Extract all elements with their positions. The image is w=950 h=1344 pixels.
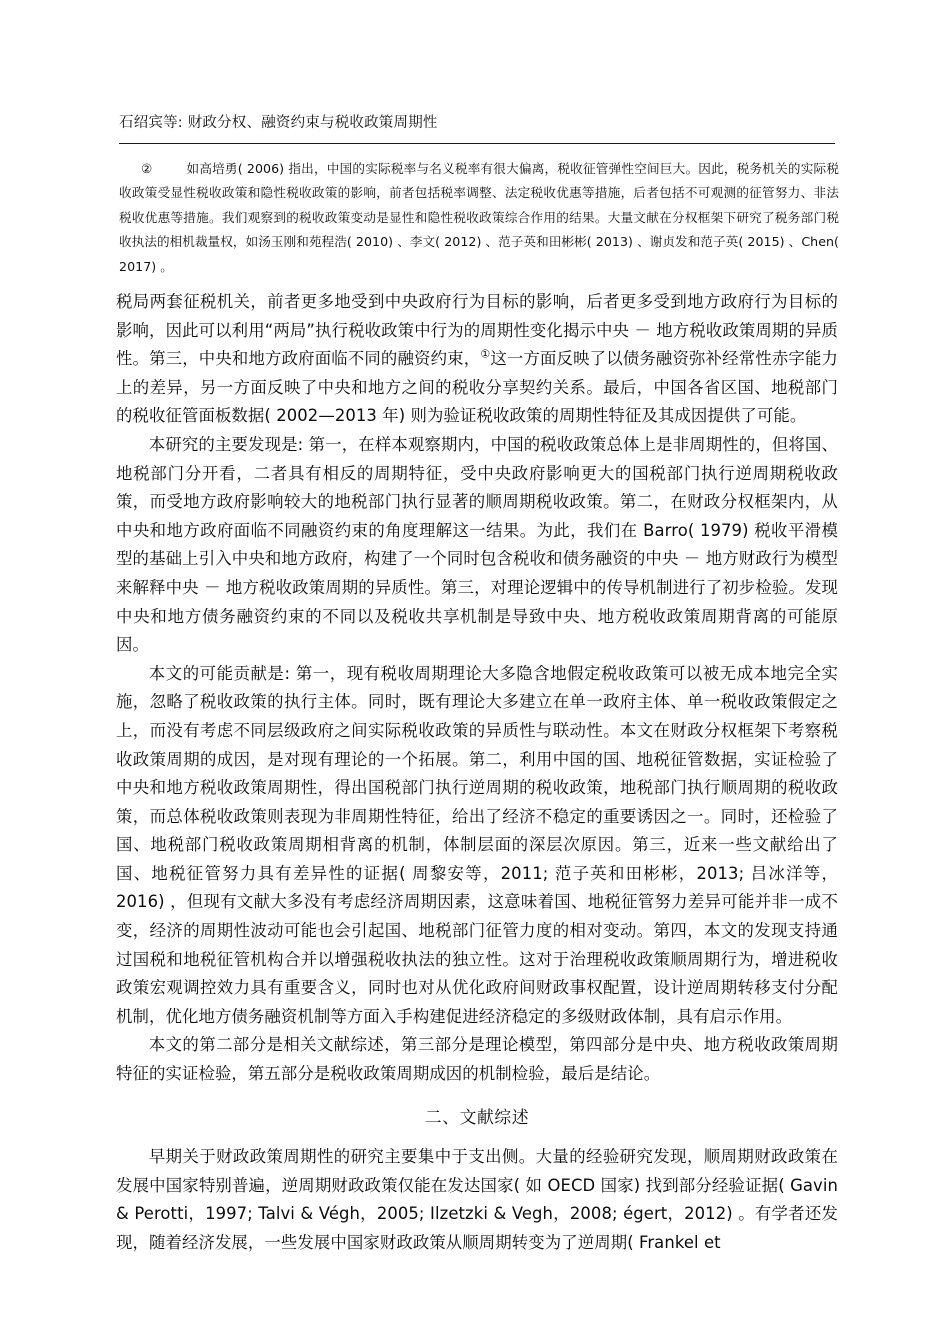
paragraph-continuation-run-before: 税局两套征税机关，前者更多地受到中央政府行为目标的影响，后者更多受到地方政府行为目标的影响，因此可以利用“两局”执行税收政策中行为的周期性变化揭示中央 － 地方税收政策周期的异质性。第三，中央和地方政府面临不同的融资约束， <box>116 292 838 369</box>
running-head <box>119 113 835 133</box>
footnote-text: 如高培勇( 2006) 指出，中国的实际税率与名义税率有很大偏离，税收征管弹性空间巨大。因此，税务机关的实际税收政策受显性税收政策和隐性税收政策的影响，前者包括税率调整、法定税收优惠等措施，后者包括不可观测的征管努力、非法税收优惠等措施。我们观察到的税收政策变动是显性和隐性税收政策综合作用的结果。大量文献在分权框架下研究了税务部门税收执法的相机裁量权，如汤玉刚和苑程浩( 2010) 、李文( 2012) 、范子英和田彬彬( 2013) 、谢贞发和范子英( 2015) 、Chen( 2017) 。 <box>119 161 839 274</box>
paragraph-structure: 本文的第二部分是相关文献综述，第三部分是理论模型，第四部分是中央、地方税收政策周期特征的实证检验，第五部分是税收政策周期成因的机制检验，最后是结论。 <box>116 1035 838 1084</box>
paragraph-continuation <box>116 288 838 431</box>
paragraph-literature-intro: 早期关于财政政策周期性的研究主要集中于支出侧。大量的经验研究发现，顺周期财政政策在发展中国家特别普遍，逆周期财政政策仅能在发达国家( 如 OECD 国家) 找到部分经验证据( Gavin & Perotti，1997; Talvi & Végh，2005; Ilzetzki & Vegh，2008; égert，2012) 。有学者还发现，随着经济发展，一些发展中国家财政政策从顺周期转变为了逆周期( Frankel et <box>116 1147 838 1252</box>
running-head-text: 石绍宾等: 财政分权、融资约束与税收政策周期性 <box>119 115 438 131</box>
footnote-item <box>119 157 839 279</box>
footnote-reference-icon: ① <box>480 347 491 361</box>
header-divider <box>119 143 835 144</box>
section-spacer-bottom <box>116 1131 838 1143</box>
paragraph-continuation-run-after: 这一方面反映了以债务融资弥补经常性赤字能力上的差异，另一方面反映了中央和地方之间的税收分享契约关系。最后，中国各省区国、地税部门的税收征管面板数据( 2002—2013 年) 则为验证税收政策的周期性特征及其成因提供了可能。 <box>116 349 838 426</box>
section-spacer-top <box>116 1089 838 1103</box>
section-heading-literature-review: 二、文献综述 <box>424 1106 530 1127</box>
paragraph-main-findings: 本研究的主要发现是: 第一，在样本观察期内，中国的税收政策总体上是非周期性的，但将国、地税部门分开看，二者具有相反的周期特征，受中央政府影响更大的国税部门执行逆周期税收政策，而受地方政府影响较大的地税部门执行显著的顺周期税收政策。第二，在财政分权框架内，从中央和地方政府面临不同融资约束的角度理解这一结果。为此，我们在 Barro( 1979) 税收平滑模型的基础上引入中央和地方政府，构建了一个同时包含税收和债务融资的中央 － 地方财政行为模型来解释中央 － 地方税收政策周期的异质性。第三，对理论逻辑中的传导机制进行了初步检验。发现中央和地方债务融资约束的不同以及税收共享机制是导致中央、地方税收政策周期背离的可能原因。 <box>116 434 838 655</box>
body-column <box>116 288 838 1258</box>
footnote-marker: ② <box>141 161 153 176</box>
footnote-block <box>119 157 839 279</box>
paragraph-contributions: 本文的可能贡献是: 第一，现有税收周期理论大多隐含地假定税收政策可以被无成本地完全实施，忽略了税收政策的执行主体。同时，既有理论大多建立在单一政府主体、单一税收政策假定之上，而没有考虑不同层级政府之间实际税收政策的异质性与联动性。本文在财政分权框架下考察税收政策周期的成因，是对现有理论的一个拓展。第二，利用中国的国、地税征管数据，实证检验了中央和地方税收政策周期性，得出国税部门执行逆周期的税收政策，地税部门执行顺周期的税收政策，而总体税收政策则表现为非周期性特征，给出了经济不稳定的重要诱因之一。同时，还检验了国、地税部门税收政策周期相背离的机制，体制层面的深层次原因。第三，近来一些文献给出了国、地税征管努力具有差异性的证据( 周黎安等，2011; 范子英和田彬彬，2013; 吕冰洋等，2016) ，但现有文献大多没有考虑经济周期因素，这意味着国、地税征管努力差异可能并非一成不变，经济的周期性波动可能也会引起国、地税部门征管力度的相对变动。第四，本文的发现支持通过国税和地税征管机构合并以增强税收执法的独立性。这对于治理税收政策顺周期行为，增进税收政策宏观调控效力具有重要含义，同时也对从优化政府间财政事权配置，设计逆周期转移支付分配机制，优化地方债务融资机制等方面入手构建促进经济稳定的多级财政体制，具有启示作用。 <box>116 663 838 1026</box>
